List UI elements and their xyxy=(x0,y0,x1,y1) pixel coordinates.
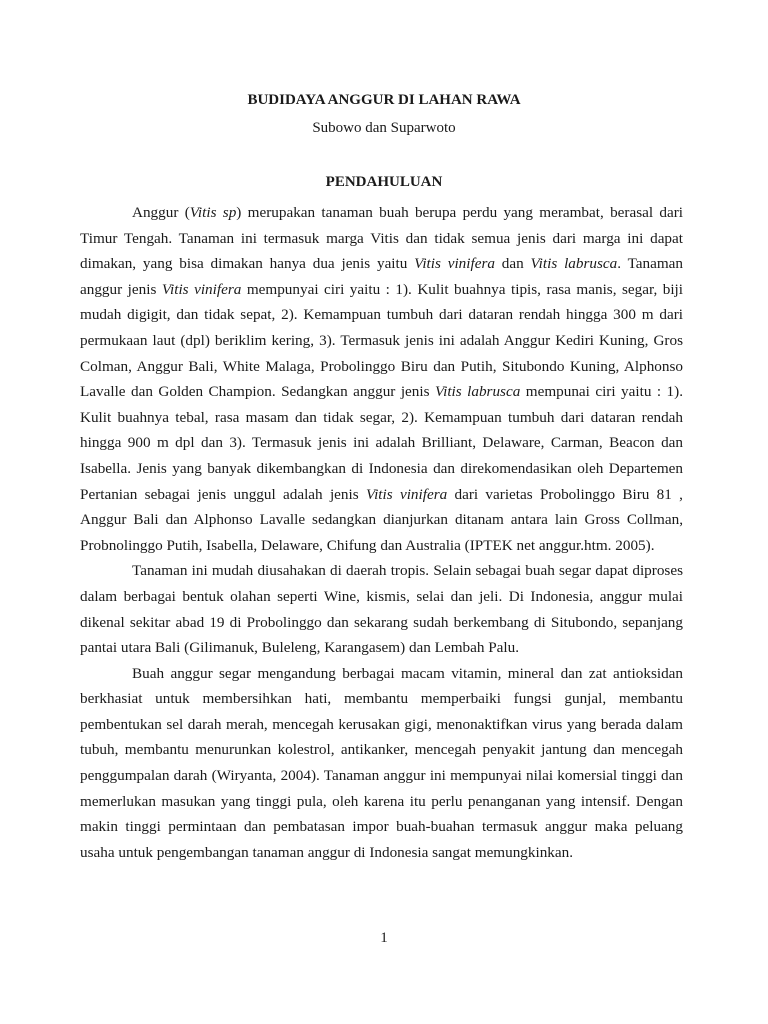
text-run: Buah anggur segar mengandung berbagai macam vitamin, mineral dan zat antioksidan berkhasiat untuk membersihkan hati, membantu memperbaiki fungsi gunjal, membantu pembentukan sel darah merah, mencegah kerusakan gigi, menonaktifkan virus yang berada dalam tubuh, membantu menurunkan kolestrol, antikanker, mencegah penyakit jantung dan mencegah penggumpalan darah (Wiryanta, 2004). Tanaman anggur ini mempunyai nilai komersial tinggi dan memerlukan masukan yang tinggi pula, oleh karena itu perlu penanganan yang intensif. Dengan makin tinggi permintaan dan pembatasan impor buah-buahan termasuk anggur maka peluang usaha untuk pengembangan tanaman anggur di Indonesia sangat memungkinkan. xyxy=(80,664,683,861)
italic-run: Vitis vinifera xyxy=(414,255,495,273)
paragraph-1 xyxy=(80,200,683,558)
text-run: mempunyai ciri yaitu : 1). Kulit buahnya tipis, rasa manis, segar, biji mudah digigit, dan tidak sepat, 2). Kemampuan tumbuh dari dataran rendah hingga 300 m dari permukaan laut (dpl) beriklim kering, 3). Termasuk jenis ini adalah Anggur Kediri Kuning, Gros Colman, Anggur Bali, White Malaga, Probolinggo Biru dan Putih, Situbondo Kuning, Alphonso Lavalle dan Golden Champion. Sedangkan anggur jenis xyxy=(80,280,683,401)
text-run: dari varietas Probolinggo Biru 81 , Anggur Bali dan Alphonso Lavalle sedangkan dianjurkan ditanam antara lain Gross Collman, Probnolinggo Putih, Isabella, Delaware, Chifung dan Australia (IPTEK net anggur.htm. 2005). xyxy=(80,485,683,554)
paragraph-2 xyxy=(80,558,683,660)
section-heading: PENDAHULUAN xyxy=(325,174,443,190)
body-text xyxy=(80,200,683,865)
text-run: Tanaman ini mudah diusahakan di daerah tropis. Selain sebagai buah segar dapat diproses dalam berbagai bentuk olahan seperti Wine, kismis, selai dan jeli. Di Indonesia, anggur mulai dikenal sekitar abad 19 di Probolinggo dan sekarang sudah berkembang di Situbondo, sepanjang pantai utara Bali (Gilimanuk, Buleleng, Karangasem) dan Lembah Palu. xyxy=(80,562,683,657)
italic-run: Vitis vinifera xyxy=(161,280,242,298)
document-title: BUDIDAYA ANGGUR DI LAHAN RAWA xyxy=(247,92,521,108)
document-authors: Subowo dan Suparwoto xyxy=(312,120,456,136)
text-run: mempunai ciri yaitu : 1). Kulit buahnya tebal, rasa masam dan tidak segar, 2). Kemampuan tumbuh dari dataran rendah hingga 900 m dpl dan 3). Termasuk jenis ini adalah Brilliant, Delaware, Carman, Beacon dan Isabella. Jenis yang banyak dikembangkan di Indonesia dan direkomendasikan oleh Departemen Pertanian sebagai jenis unggul adalah jenis xyxy=(80,383,683,503)
text-run: ) merupakan tanaman buah berupa perdu yang merambat, berasal dari Timur Tengah. Tanaman ini termasuk marga Vitis dan tidak semua jenis dari marga ini dapat dimakan, yang bisa dimakan hanya dua jenis yaitu xyxy=(80,204,683,273)
text-run: . Tanaman anggur jenis xyxy=(80,255,684,298)
text-run: Anggur ( xyxy=(132,204,190,221)
italic-run: Vitis sp xyxy=(189,204,237,221)
text-run: dan xyxy=(494,255,531,273)
italic-run: Vitis labrusca xyxy=(434,383,521,401)
paragraph-3 xyxy=(80,661,683,866)
italic-run: Vitis labrusca xyxy=(530,255,618,273)
page-number: 1 xyxy=(380,930,388,946)
italic-run: Vitis vinifera xyxy=(365,485,448,503)
